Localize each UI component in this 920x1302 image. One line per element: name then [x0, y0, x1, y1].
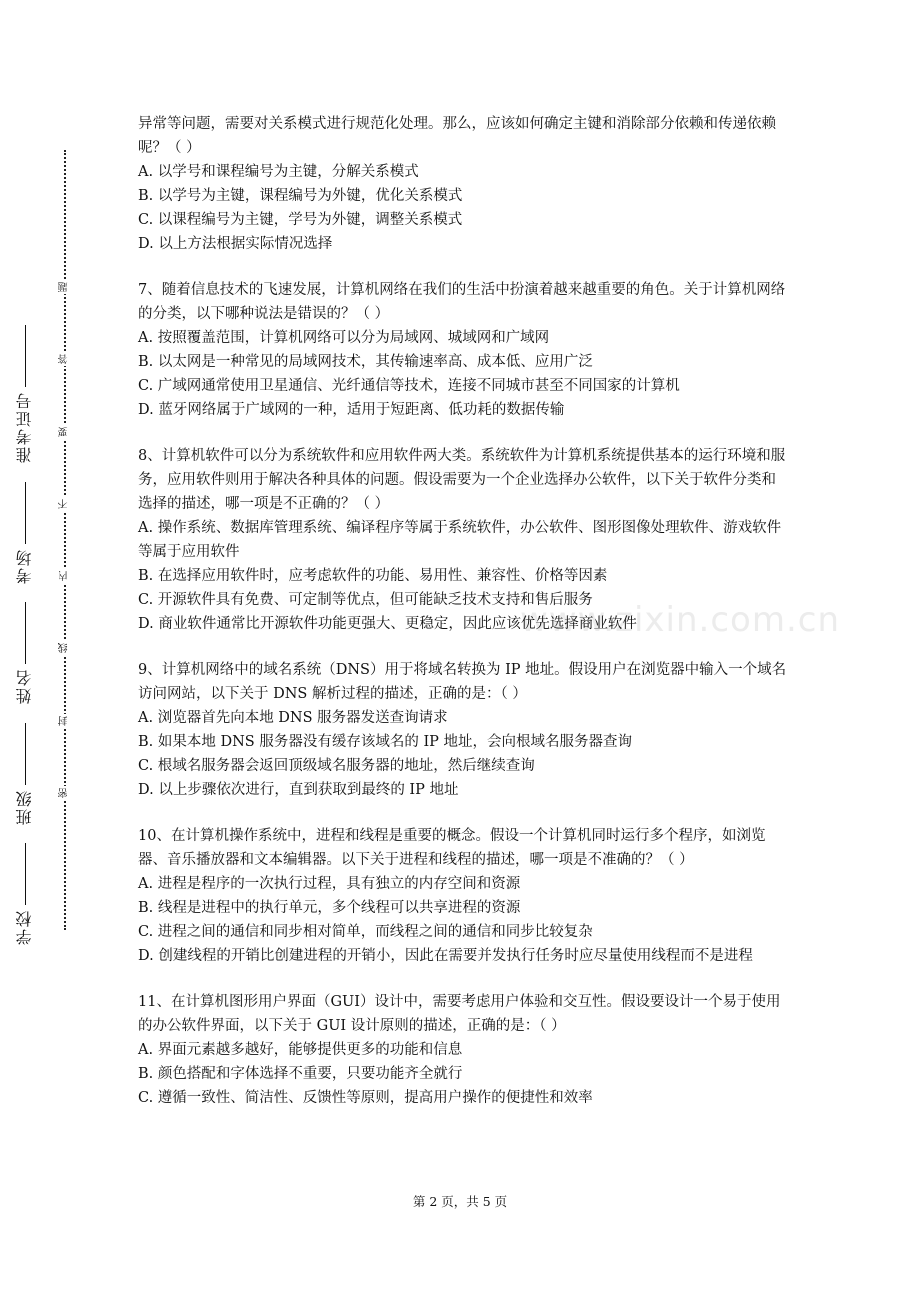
- exam-number-field: [15, 325, 35, 463]
- option-a: A. 界面元素越多越好，能够提供更多的功能和信息: [138, 1042, 463, 1058]
- seal-char: 封: [59, 715, 70, 726]
- seal-char: 不: [59, 498, 70, 509]
- question-7: [138, 278, 790, 422]
- option-a: A. 按照覆盖范围，计算机网络可以分为局域网、城域网和广域网: [138, 330, 550, 346]
- option-a: A. 操作系统、数据库管理系统、编译程序等属于系统软件，办公软件、图形图像处理软件、游戏软件等属于应用软件: [138, 520, 782, 560]
- question-stem: 异常等问题，需要对关系模式进行规范化处理。那么，应该如何确定主键和消除部分依赖和传递依赖呢？（ ）: [138, 116, 776, 156]
- field-label: 学校: [15, 909, 34, 945]
- option-c: C. 进程之间的通信和同步相对简单，而线程之间的通信和同步比较复杂: [138, 924, 593, 940]
- question-8: [138, 444, 790, 636]
- option-d: D. 蓝牙网络属于广域网的一种，适用于短距离、低功耗的数据传输: [138, 402, 565, 418]
- option-c: C. 以课程编号为主键，学号为外键，调整关系模式: [138, 212, 463, 228]
- option-c: C. 开源软件具有免费、可定制等优点，但可能缺乏技术支持和售后服务: [138, 592, 593, 608]
- fill-line: [25, 602, 26, 664]
- seal-char: 答: [59, 354, 70, 365]
- seal-char: 要: [59, 426, 70, 437]
- question-stem: 11、在计算机图形用户界面（GUI）设计中，需要考虑用户体验和交互性。假设要设计一个易于使用的办公软件界面，以下关于 GUI 设计原则的描述，正确的是：（ ）: [138, 994, 781, 1034]
- fill-line: [25, 482, 26, 544]
- seal-char: 题: [59, 282, 70, 292]
- option-b: B. 线程是进程中的执行单元，多个线程可以共享进程的资源: [138, 900, 521, 916]
- option-b: B. 如果本地 DNS 服务器没有缓存该域名的 IP 地址，会向根域名服务器查询: [138, 734, 633, 750]
- field-label: 班级: [15, 788, 34, 825]
- question-stem: 10、在计算机操作系统中，进程和线程是重要的概念。假设一个计算机同时运行多个程序，如浏览器、音乐播放器和文本编辑器。以下关于进程和线程的描述，哪一项是不准确的？（ ）: [138, 828, 766, 868]
- option-b: B. 以太网是一种常见的局域网技术，其传输速率高、成本低、应用广泛: [138, 354, 593, 370]
- exam-room-field: [15, 482, 35, 584]
- field-label: 准考证号: [15, 391, 34, 463]
- question-11: [138, 990, 790, 1110]
- question-6-continued: [138, 112, 790, 256]
- question-stem: 8、计算机软件可以分为系统软件和应用软件两大类。系统软件为计算机系统提供基本的运行环境和服务，应用软件则用于解决各种具体的问题。假设需要为一个企业选择办公软件，以下关于软件分类和选择的描述，哪一项是不正确的？（ ）: [138, 448, 786, 512]
- option-c: C. 广域网通常使用卫星通信、光纤通信等技术，连接不同城市甚至不同国家的计算机: [138, 378, 680, 394]
- fill-line: [25, 843, 26, 905]
- question-10: [138, 824, 790, 968]
- option-d: D. 以上方法根据实际情况选择: [138, 236, 333, 252]
- school-field: [15, 843, 35, 945]
- field-label: 姓名: [15, 668, 34, 704]
- option-a: A. 以学号和课程编号为主键，分解关系模式: [138, 164, 419, 180]
- question-stem: 9、计算机网络中的域名系统（DNS）用于将域名转换为 IP 地址。假设用户在浏览器中输入一个域名访问网站，以下关于 DNS 解析过程的描述，正确的是：（ ）: [138, 662, 787, 702]
- question-9: [138, 658, 790, 802]
- option-c: C. 遵循一致性、简洁性、反馈性等原则，提高用户操作的便捷性和效率: [138, 1090, 593, 1106]
- fill-line: [25, 325, 26, 387]
- field-label: 考场: [15, 547, 34, 584]
- option-b: B. 在选择应用软件时，应考虑软件的功能、易用性、兼容性、价格等因素: [138, 568, 608, 584]
- fill-line: [25, 723, 26, 785]
- question-content: [138, 112, 790, 1132]
- option-a: A. 进程是程序的一次执行过程，具有独立的内存空间和资源: [138, 876, 521, 892]
- question-stem: 7、随着信息技术的飞速发展，计算机网络在我们的生活中扮演着越来越重要的角色。关于计算机网络的分类，以下哪种说法是错误的？（ ）: [138, 282, 786, 322]
- option-b: B. 颜色搭配和字体选择不重要，只要功能齐全就行: [138, 1066, 463, 1082]
- student-info-fields: [8, 325, 42, 945]
- class-field: [15, 723, 35, 825]
- page-footer: 第 2 页，共 5 页: [412, 1194, 508, 1209]
- watermark: www.zixin.com.cn: [520, 600, 840, 640]
- option-d: D. 以上步骤依次进行，直到获取到最终的 IP 地址: [138, 782, 459, 798]
- option-a: A. 浏览器首先向本地 DNS 服务器发送查询请求: [138, 710, 448, 726]
- name-field: [15, 602, 35, 704]
- seal-char: 线: [59, 643, 70, 654]
- option-b: B. 以学号为主键，课程编号为外键，优化关系模式: [138, 188, 463, 204]
- option-c: C. 根域名服务器会返回顶级域名服务器的地址，然后继续查询: [138, 758, 535, 774]
- option-d: D. 创建线程的开销比创建进程的开销小，因此在需要并发执行任务时应尽量使用线程而不是进程: [138, 948, 753, 964]
- option-d: D. 商业软件通常比开源软件功能更强大、更稳定，因此应该优先选择商业软件: [138, 616, 637, 632]
- seal-line-text: [56, 280, 74, 800]
- seal-char: 密: [59, 787, 70, 798]
- seal-char: 内: [59, 571, 70, 582]
